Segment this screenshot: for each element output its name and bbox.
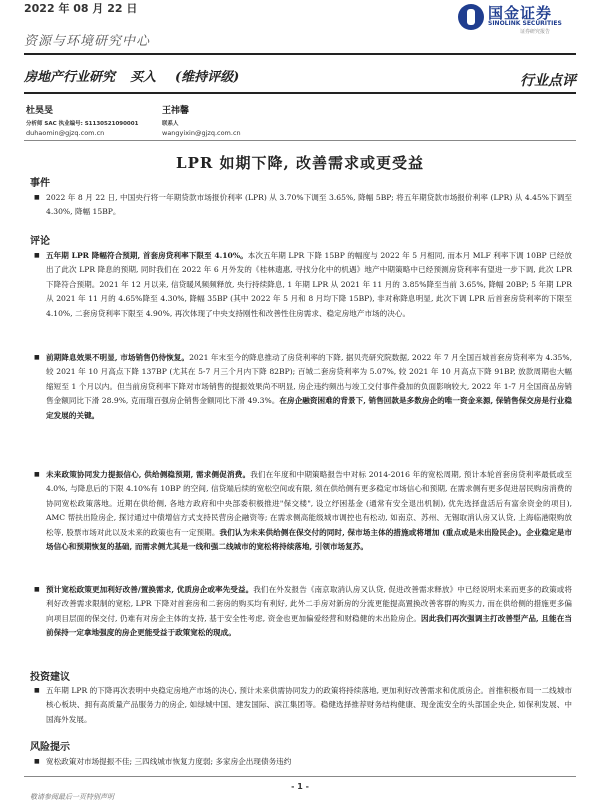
footer-divider <box>24 776 576 777</box>
comment-3-conclusion: 我们认为未来供给侧在保交付的同时, 保市场主体的措施或将增加 (重点或是未出险民企)。企业稳定是市场信心和预期恢复的基础, 而需求侧尤其是一线和强二线城市的宽松将持续落地, 引领市场复苏。 <box>46 527 572 552</box>
comment-2-body: 2021 年末至今的降息推动了房贷利率的下降, 据贝壳研究院数据, 2022 年 7 月全国百城首套房贷利率为 4.35%, 较 2021 年 10 月高点下降 137BP (尤其在 5-7 月三个月内下降 82BP); 百城二套房贷利率为 5.07%, 较 2021 年 10 月高点下降 91BP, 放款周期也大幅缩短至 1 个月以内。但当前房贷利率下降对市场销售的提振效果尚不明显, 房企违约频出与竣工交付事件叠加的负面影响较大, 2022 年 1-7 月全国商品房销售金额同比下滑 28.9%, 克而瑞百强房企销售金额同比下滑 49.3%。 <box>46 353 572 406</box>
comment-3-lead: 未来政策协同发力提振信心, 供给侧稳预期, 需求侧促消费。 <box>46 470 251 479</box>
comment-4-lead: 预计宽松政策更加利好改善/置换需求, 优质房企或率先受益。 <box>46 585 254 594</box>
advice-text: 五年期 LPR 的下降再次表明中央稳定房地产市场的决心, 预计未来供需协同发力的政策将持续落地, 更加利好改善需求和优质房企。首推积极布局一二线城市核心板块、拥有高质量产品服务力的房企, 如绿城中国、建发国际、滨江集团等。稳健选择推荐财务结构健康、现金流安全的头部国企央企, 如保利发展、中国海外发展。 <box>46 686 572 724</box>
comment-paragraph-2 <box>34 351 572 423</box>
event-paragraph <box>34 191 572 220</box>
report-type: 行业点评 <box>520 73 576 89</box>
analyst-role: 分析师 SAC 执业编号: S1130521090001 <box>26 121 139 127</box>
risk-paragraph <box>34 755 572 769</box>
event-text: 2022 年 8 月 22 日, 中国央行将一年期贷款市场报价利率 (LPR) 从 3.70%下调至 3.65%, 降幅 5BP; 将五年期贷款市场报价利率 (LPR) 从 4.45%下调至 4.30%, 降幅 15BP。 <box>46 193 572 217</box>
analyst-block <box>26 103 138 137</box>
report-title: LPR 如期下降, 改善需求或更受益 <box>176 154 424 172</box>
comment-3-body: 我们在年度和中期策略报告中对标 2014-2016 年的宽松周期, 预计本轮首套房贷利率最低或至 4.0%, 与降息后的下限 4.10%有 10BP 的空间, 信贷端后续的宽松空间或有限, 须在供给侧有更多稳定市场信心和预期, 在需求侧有更多促进居民购房消费的协同宽松政策落地。近期在供给侧, 各地方政府和中央部委积极推进"保交楼", 设立纾困基金 (通常有安全退出机制), 优先选择盘活后有富余资金的项目), AMC 帮扶出险房企, 探讨通过中债增信方式支持民营房企融资等; 在需求侧高能级城市调控也有松动, 如南京、苏州、无锡取消认房又认贷, 上海临港限购放松等, 股票市场对此以及未来的政策也有一定预期。 <box>46 470 572 537</box>
comment-paragraph-4 <box>34 583 572 641</box>
divider <box>24 92 576 94</box>
contact-role: 联系人 <box>162 121 179 127</box>
analyst-name: 杜昊旻 <box>26 106 54 116</box>
comment-1-lead: 五年期 LPR 降幅符合预期, 首套房贷利率下限至 4.10%。 <box>46 251 248 260</box>
logo-text-cn: 国金证券 <box>488 4 553 22</box>
comment-4-conclusion: 因此我们再次强调主打改善型产品, 且能在当前保持一定拿地强度的房企更能受益于政策宽松的现成。 <box>46 613 572 638</box>
comment-paragraph-1 <box>34 249 572 321</box>
divider <box>24 140 576 141</box>
company-logo <box>458 2 578 36</box>
footer-disclaimer: 敬请参阅最后一页特别声明 <box>30 793 114 800</box>
section-heading-risk: 风险提示 <box>30 742 70 753</box>
comment-paragraph-3 <box>34 468 572 554</box>
logo-icon <box>458 4 484 30</box>
advice-paragraph <box>34 684 572 727</box>
section-heading-event: 事件 <box>30 178 50 189</box>
logo-subtitle: 证券研究报告 <box>520 29 551 35</box>
comment-2-conclusion: 在房企融资困难的背景下, 销售回款是多数房企的唯一资金来源, 保销售保交房是行业稳定发展的关键。 <box>46 396 572 420</box>
industry-label: 房地产行业研究 <box>24 70 116 85</box>
analyst-email: duhaomin@gjzq.com.cn <box>26 129 105 137</box>
logo-text-en: SINOLINK SECURITIES <box>488 20 562 27</box>
contact-block <box>162 103 241 137</box>
comment-4-body: 我们在外发报告《南京取消认房又认贷, 促进改善需求释放》中已经说明未来而更多的政策或将利好改善需求限制的宽松, LPR 下降对首套房和二套房的购买均有利好, 此外二手房对新房的分流更能提高置换改善客群的购买力, 而在供给侧的措施更多偏向项目层面的保交付, 仍难有对房企主体的支持, 基于安全性考虑, 资金也更加偏爱经营和财稳健的未出险房企。 <box>46 585 573 623</box>
section-heading-comment: 评论 <box>30 236 50 247</box>
comment-2-lead: 前期降息效果不明显, 市场销售仍待恢复。 <box>46 353 190 362</box>
page-number: - 1 - <box>291 782 309 791</box>
contact-email: wangyixin@gjzq.com.cn <box>162 129 241 137</box>
research-center: 资源与环境研究中心 <box>24 34 151 49</box>
section-heading-advice: 投资建议 <box>30 672 70 683</box>
comment-1-body: 本次五年期 LPR 下降 15BP 的幅度与 2022 年 5 月相同, 而本月 MLF 利率下调 10BP 已经放出了此次 LPR 降息的预期, 同时我们在 2022 年 6 月外发的《桂林遗惠, 寻找分化中的机遇》地产中期策略中已经预测房贷利率有望进一步下调, 此次 LPR 下降符合预期。2021 年 12 月以来, 信贷暖风频频释放, 央行持续降息, 1 年期 LPR 从 2021 年 11 月的 3.85%降至当前 3.65%, 降幅 20BP; 5 年期 LPR 从 2021 年 11 月的 4.65%降至 4.30%, 降幅 35BP (其中 2022 年 5 月和 8 月均下降 15BP), 非对称降息明显, 此次下调 LPR 后首套房贷利率的下限至 4.10%, 二套房贷利率下限至 4.90%, 再次体现了中央支持刚性和改善性住房需求、稳定房地产市场的决心。 <box>46 251 572 318</box>
report-date: 2022 年 08 月 22 日 <box>24 2 138 15</box>
divider <box>24 53 576 55</box>
rating-sub-label: (维持评级) <box>175 70 240 85</box>
rating-label: 买入 <box>130 70 157 85</box>
risk-text: 宽松政策对市场提振不佳; 三四线城市恢复力度弱; 多家房企出现债务违约 <box>46 757 292 766</box>
contact-name: 王祎馨 <box>162 106 190 116</box>
